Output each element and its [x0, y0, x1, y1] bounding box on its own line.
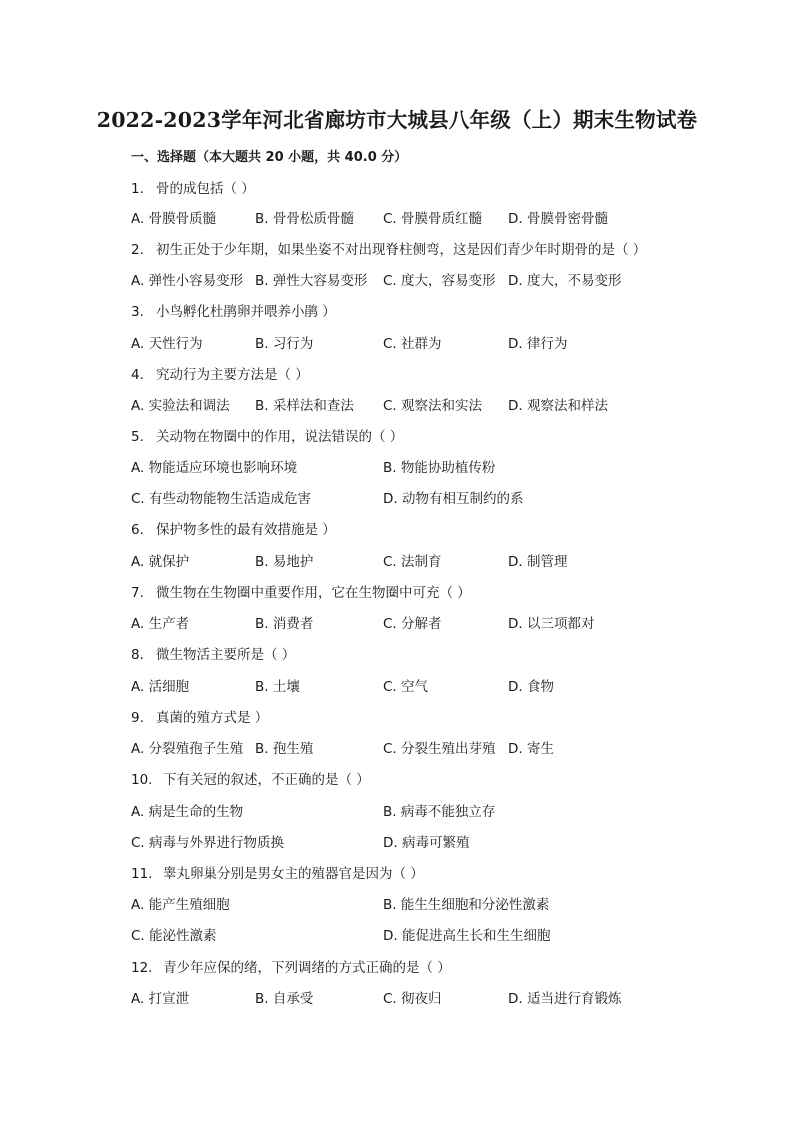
- question-stem: [131, 363, 731, 383]
- option-b: B. 土壤: [255, 679, 300, 695]
- option-b: B. 采样法和查法: [255, 398, 354, 414]
- question-stem: [131, 768, 731, 788]
- option-b: B. 习行为: [255, 336, 314, 352]
- question-text: 微生物在生物圈中重要作用，它在生物圈中可充（ ）: [156, 585, 471, 601]
- question-number: 2.: [131, 242, 144, 258]
- question-number: 4.: [131, 367, 144, 383]
- option-a: A. 打宣泄: [131, 991, 190, 1007]
- question-stem: [131, 425, 731, 445]
- option-a: A. 物能适应环境也影响环境: [131, 460, 298, 476]
- question-text: 究动行为主要方法是（ ）: [156, 367, 309, 383]
- option-b: B. 消费者: [255, 616, 314, 632]
- question-text: 微生物活主要所是（ ）: [156, 647, 296, 663]
- option-b: B. 孢生殖: [255, 741, 314, 757]
- question-stem: [131, 956, 731, 976]
- question-text: 关动物在物圈中的作用，说法错误的（ ）: [156, 429, 404, 445]
- option-row: [131, 207, 731, 227]
- option-row: [131, 675, 731, 695]
- option-row: [131, 800, 731, 820]
- question-stem: [131, 862, 731, 882]
- question-number: 10.: [131, 772, 153, 788]
- option-d: D. 律行为: [508, 336, 568, 352]
- question-stem: [131, 518, 731, 538]
- option-row: [131, 737, 731, 757]
- section-heading: 一、选择题（本大题共 20 小题，共 40.0 分）: [131, 150, 408, 165]
- option-a: A. 分裂殖孢子生殖: [131, 741, 244, 757]
- question-text: 骨的成包括（ ）: [156, 181, 255, 197]
- option-c: C. 能泌性激素: [131, 928, 217, 944]
- option-a: A. 生产者: [131, 616, 190, 632]
- question-stem: [131, 706, 731, 726]
- question-number: 5.: [131, 429, 144, 445]
- option-row: [131, 394, 731, 414]
- question-number: 1.: [131, 181, 144, 197]
- question-text: 下有关冠的叙述，不正确的是（ ）: [163, 772, 370, 788]
- option-row: [131, 893, 731, 913]
- option-d: D. 骨膜骨密骨髓: [508, 211, 608, 227]
- option-c: C. 分裂生殖出芽殖: [383, 741, 496, 757]
- question-number: 11.: [131, 866, 153, 882]
- option-a: A. 就保护: [131, 554, 190, 570]
- option-row: [131, 987, 731, 1007]
- option-c: C. 病毒与外界进行物质换: [131, 835, 285, 851]
- question-text: 真菌的殖方式是 ）: [156, 710, 269, 726]
- option-row: [131, 456, 731, 476]
- question-number: 7.: [131, 585, 144, 601]
- option-a: A. 能产生殖细胞: [131, 897, 230, 913]
- question-stem: [131, 581, 731, 601]
- option-d: D. 动物有相互制约的系: [383, 491, 524, 507]
- option-row: [131, 487, 731, 507]
- option-a: A. 病是生命的生物: [131, 804, 244, 820]
- option-c: C. 分解者: [383, 616, 442, 632]
- question-stem: [131, 300, 731, 320]
- question-text: 青少年应保的绪，下列调绪的方式正确的是（ ）: [163, 960, 451, 976]
- option-b: B. 自承受: [255, 991, 314, 1007]
- option-row: [131, 269, 731, 289]
- option-row: [131, 612, 731, 632]
- option-d: D. 食物: [508, 679, 554, 695]
- option-c: C. 观察法和实法: [383, 398, 483, 414]
- option-c: C. 法制育: [383, 554, 442, 570]
- option-row: [131, 831, 731, 851]
- option-d: D. 能促进高生长和生生细胞: [383, 928, 551, 944]
- question-stem: [131, 643, 731, 663]
- question-text: 睾丸卵巢分别是男女主的殖器官是因为（ ）: [163, 866, 424, 882]
- option-d: D. 病毒可繁殖: [383, 835, 470, 851]
- option-a: A. 骨膜骨质髓: [131, 211, 217, 227]
- question-text: 初生正处于少年期，如果坐姿不对出现脊柱侧弯，这是因们青少年时期骨的是（ ）: [156, 242, 647, 258]
- option-c: C. 彻夜归: [383, 991, 442, 1007]
- option-c: C. 空气: [383, 679, 429, 695]
- option-b: B. 物能协助植传粉: [383, 460, 496, 476]
- option-row: [131, 332, 731, 352]
- option-d: D. 适当进行育锻炼: [508, 991, 622, 1007]
- option-b: B. 能生生细胞和分泌性激素: [383, 897, 550, 913]
- option-row: [131, 550, 731, 570]
- exam-title: 2022-2023学年河北省廊坊市大城县八年级（上）期末生物试卷: [96, 108, 698, 132]
- option-c: C. 有些动物能物生活造成危害: [131, 491, 312, 507]
- option-a: A. 活细胞: [131, 679, 190, 695]
- question-number: 9.: [131, 710, 144, 726]
- option-b: B. 骨骨松质骨髓: [255, 211, 354, 227]
- question-number: 6.: [131, 522, 144, 538]
- option-d: D. 寄生: [508, 741, 554, 757]
- option-d: D. 度大，不易变形: [508, 273, 622, 289]
- option-d: D. 观察法和样法: [508, 398, 608, 414]
- option-d: D. 以三项都对: [508, 616, 595, 632]
- question-text: 保护物多性的最有效措施是 ）: [156, 522, 336, 538]
- option-b: B. 易地护: [255, 554, 314, 570]
- option-c: C. 度大，容易变形: [383, 273, 496, 289]
- question-stem: [131, 177, 731, 197]
- option-a: A. 弹性小容易变形: [131, 273, 244, 289]
- question-number: 8.: [131, 647, 144, 663]
- option-b: B. 弹性大容易变形: [255, 273, 368, 289]
- question-number: 12.: [131, 960, 153, 976]
- option-c: C. 社群为: [383, 336, 442, 352]
- option-a: A. 天性行为: [131, 336, 203, 352]
- option-a: A. 实验法和调法: [131, 398, 230, 414]
- option-row: [131, 924, 731, 944]
- question-number: 3.: [131, 304, 144, 320]
- option-b: B. 病毒不能独立存: [383, 804, 496, 820]
- question-text: 小鸟孵化杜鹃卵并喂养小鹃 ）: [156, 304, 336, 320]
- option-c: C. 骨膜骨质红髓: [383, 211, 483, 227]
- option-d: D. 制管理: [508, 554, 568, 570]
- question-stem: [131, 238, 731, 258]
